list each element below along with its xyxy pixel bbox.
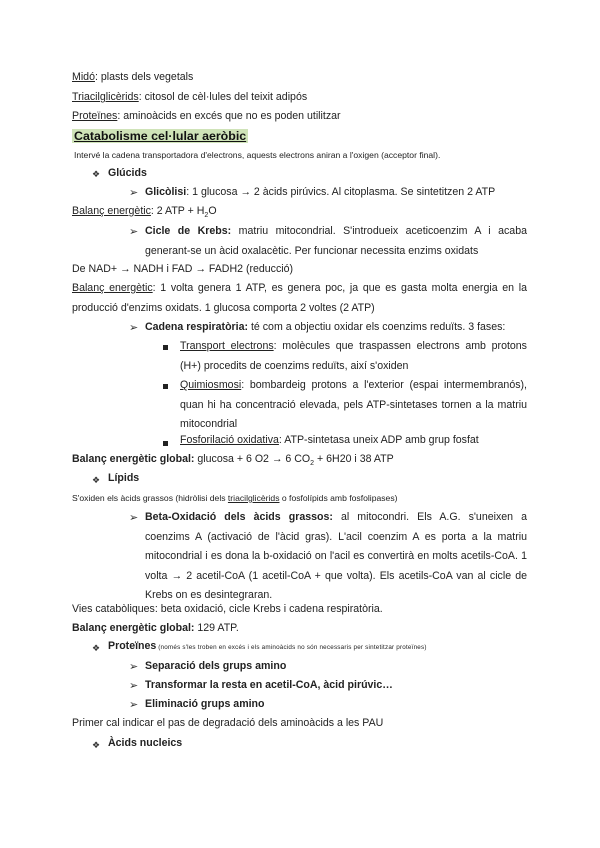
line-pau: Primer cal indicar el pas de degradació dels aminoàcids a les PAU xyxy=(72,717,384,729)
lipids-intro: S'oxiden els àcids grassos (hidròlisi dels triacilglicèrids o fosfolípids amb fosfolipases) xyxy=(72,493,398,503)
para-krebs: Cicle de Krebs: matriu mitocondrial. S'introdueix aceticoenzim A i acaba generant-se un àcid oxalacètic. Per funcionar necessita enzims oxidats xyxy=(145,225,527,257)
line-cadena: Cadena respiratòria: té com a objectiu oxidar els coenzims reduïts. 3 fases: xyxy=(145,321,506,333)
line-fosforilacio: Fosforilació oxidativa: ATP-sintetasa uneix ADP amb grup fosfat xyxy=(180,434,479,446)
section-heading xyxy=(72,127,248,146)
para-quimiosmosi: Quimiosmosi: bombardeig protons a l'exterior (espai intermembranós), quan hi ha concentració elevada, pels ATP-sintetases tornen a la matriu mitocondrial xyxy=(180,379,527,430)
square-bullet-icon xyxy=(163,384,168,389)
line-mido: Midó: plasts dels vegetals xyxy=(72,71,194,83)
prot-step-1: Separació dels grups amino xyxy=(145,660,287,672)
intro-text: Intervé la cadena transportadora d'electrons, aquests electrons aniran a l'oxigen (acceptor final). xyxy=(74,150,441,160)
line-vies: Vies catabòliques: beta oxidació, cicle Krebs i cadena respiratòria. xyxy=(72,603,383,615)
para-transport: Transport electrons: molècules que traspassen electrons amb protons (H+) procedits de coenzims reduïts, així s'oxiden xyxy=(180,340,527,372)
line-global-1: Balanç energètic global: glucosa + 6 O2 → 6 $CO_2 + 6H20$ i 38 ATP xyxy=(72,453,394,468)
square-bullet-icon xyxy=(163,441,168,446)
arrow-bullet-icon: ➢ xyxy=(129,322,139,334)
arrow-bullet-icon: ➢ xyxy=(129,512,139,524)
line-proteines: Proteïnes: aminoàcids en excés que no es poden utilitzar xyxy=(72,110,341,122)
arrow-bullet-icon: ➢ xyxy=(129,187,139,199)
subheading-acids-nucleics: Àcids nucleics xyxy=(108,737,183,749)
line-balanc-1: Balanç energètic: 2 ATP + $H_2O$ xyxy=(72,205,217,220)
line-glicolisi: Glicòlisi: 1 glucosa → 2 àcids pirúvics. Al citoplasma. Se sintetitzen 2 ATP xyxy=(145,186,496,198)
subheading-lipids: Lípids xyxy=(108,472,140,484)
para-beta-oxidacio: Beta-Oxidació dels àcids grassos: al mitocondri. Els A.G. s'uneixen a coenzims A (activació de l'àcid gras). L'acil coenzim A es porta a la matriu mitocondrial i es dona la b-oxidació on l'acil es convertirà en molts acetils-CoA. 1 volta → 2 acetil-CoA (1 acetil-CoA + que volta). Els acetils-CoA van al cicle de Krebs on es desintegraran. xyxy=(145,511,527,601)
arrow-bullet-icon: ➢ xyxy=(129,699,139,711)
subheading-proteines: Proteïnes (només s'les troben en excés i els aminoàcids no són necessaris per sintetitzar proteïnes) xyxy=(108,640,427,652)
prot-step-2: Transformar la resta en acetil-CoA, àcid pirúvic… xyxy=(145,679,393,691)
diamond-bullet-icon: ❖ xyxy=(92,643,101,653)
diamond-bullet-icon: ❖ xyxy=(92,740,101,750)
square-bullet-icon xyxy=(163,345,168,350)
diamond-bullet-icon: ❖ xyxy=(92,169,101,179)
subheading-glucids: Glúcids xyxy=(108,167,147,179)
heading-catabolisme: Catabolisme cel·lular aeròbic xyxy=(74,129,247,143)
arrow-bullet-icon: ➢ xyxy=(129,680,139,692)
term-triacilglicerids: Triacilglicèrids xyxy=(72,91,139,103)
arrow-bullet-icon: ➢ xyxy=(129,661,139,673)
term-mido: Midó xyxy=(72,71,95,83)
arrow-bullet-icon: ➢ xyxy=(129,226,139,238)
term-proteines: Proteïnes xyxy=(72,110,118,122)
para-balanc-2: Balanç energètic: 1 volta genera 1 ATP, es genera poc, ja que es gasta molta energia en la producció d'enzims oxidats. 1 glucosa comporta 2 voltes (2 ATP) xyxy=(72,282,527,314)
prot-step-3: Eliminació grups amino xyxy=(145,698,265,710)
line-nad: De NAD+ → NADH i FAD → FADH2 (reducció) xyxy=(72,263,294,275)
line-triacilglicerids: Triacilglicèrids: citosol de cèl·lules del teixit adipós xyxy=(72,91,308,103)
diamond-bullet-icon: ❖ xyxy=(92,475,101,485)
line-global-2: Balanç energètic global: 129 ATP. xyxy=(72,622,239,634)
